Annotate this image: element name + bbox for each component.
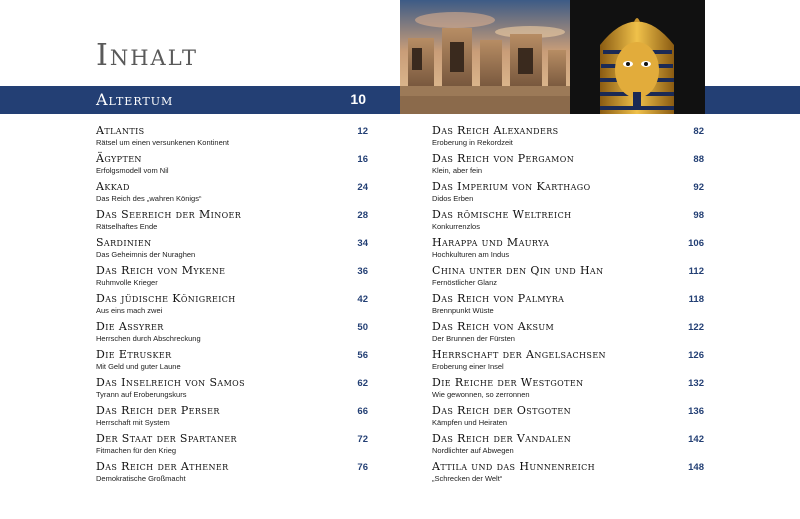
entry-page-number: 72 [357,434,368,445]
entry-subtitle: Rätselhaftes Ende [96,222,158,231]
toc-entry[interactable] [432,208,704,236]
section-page-number: 10 [350,91,366,107]
toc-entry[interactable] [432,432,704,460]
entry-page-number: 88 [693,154,704,165]
entry-page-number: 36 [357,266,368,277]
entry-page-number: 66 [357,406,368,417]
toc-entry[interactable] [96,180,368,208]
entry-subtitle: Nordlichter auf Abwegen [432,446,514,455]
toc-entry[interactable] [96,432,368,460]
entry-subtitle: Eroberung in Rekordzeit [432,138,513,147]
entry-page-number: 42 [357,294,368,305]
entry-subtitle: Fernöstlicher Glanz [432,278,498,287]
toc-entry[interactable] [96,376,368,404]
entry-subtitle: Eroberung einer Insel [432,362,504,371]
entry-page-number: 16 [357,154,368,165]
entry-title: Das Inselreich von Samos [96,376,246,389]
entry-subtitle: Kämpfen und Heiraten [432,418,508,427]
entry-page-number: 136 [688,406,704,417]
entry-subtitle: Hochkulturen am Indus [432,250,510,259]
toc-entry[interactable] [96,124,368,152]
toc-entry[interactable] [432,292,704,320]
toc-left-column [96,124,368,488]
toc-entry[interactable] [432,124,704,152]
entry-page-number: 122 [688,322,704,333]
entry-subtitle: Klein, aber fein [432,166,483,175]
entry-title: Das Reich der Vandalen [432,432,572,445]
entry-title: Atlantis [96,124,145,137]
entry-subtitle: Herrschaft mit System [96,418,170,427]
toc-entry[interactable] [432,320,704,348]
entry-subtitle: Wie gewonnen, so zerronnen [432,390,530,399]
toc-entry[interactable] [432,376,704,404]
toc-entry[interactable] [432,460,704,488]
entry-subtitle: Das Geheimnis der Nuraghen [96,250,196,259]
entry-title: Das Reich von Pergamon [432,152,575,165]
entry-page-number: 132 [688,378,704,389]
entry-title: Das Reich von Mykene [96,264,226,277]
entry-title: Das römische Weltreich [432,208,572,221]
entry-title: Das Seereich der Minoer [96,208,242,221]
toc-entry[interactable] [432,348,704,376]
entry-page-number: 34 [357,238,368,249]
entry-title: Das Reich der Athener [96,460,229,473]
entry-page-number: 76 [357,462,368,473]
toc-entry[interactable] [96,208,368,236]
toc-entry[interactable] [432,152,704,180]
entry-title: Das jüdische Königreich [96,292,236,305]
toc-entry[interactable] [432,180,704,208]
entry-page-number: 142 [688,434,704,445]
entry-page-number: 118 [688,294,704,305]
entry-title: Attila und das Hunnenreich [432,460,596,473]
entry-page-number: 56 [357,350,368,361]
entry-page-number: 50 [357,322,368,333]
entry-page-number: 28 [357,210,368,221]
entry-title: Ägypten [96,152,142,165]
header-photos [400,0,705,114]
entry-subtitle: Fitmachen für den Krieg [96,446,177,455]
page-title: Inhalt [96,38,198,73]
entry-subtitle: Das Reich des „wahren Königs“ [96,194,202,203]
entry-title: Akkad [96,180,130,193]
entry-subtitle: Tyrann auf Eroberungskurs [96,390,187,399]
entry-subtitle: Konkurrenzlos [432,222,480,231]
toc-entry[interactable] [96,460,368,488]
entry-page-number: 98 [693,210,704,221]
entry-subtitle: Demokratische Großmacht [96,474,186,483]
entry-subtitle: Didos Erben [432,194,474,203]
entry-title: Das Reich von Palmyra [432,292,565,305]
entry-page-number: 126 [688,350,704,361]
entry-page-number: 106 [688,238,704,249]
entry-title: Die Assyrer [96,320,164,333]
entry-subtitle: Ruhmvolle Krieger [96,278,158,287]
entry-subtitle: Aus eins mach zwei [96,306,163,315]
entry-subtitle: „Schrecken der Welt“ [432,474,503,483]
entry-page-number: 62 [357,378,368,389]
entry-title: Das Reich der Ostgoten [432,404,571,417]
entry-page-number: 112 [688,266,704,277]
entry-subtitle: Brennpunkt Wüste [432,306,494,315]
toc-entry[interactable] [432,404,704,432]
toc-entry[interactable] [96,236,368,264]
toc-entry[interactable] [96,292,368,320]
section-label: Altertum [96,90,174,109]
toc-entry[interactable] [96,152,368,180]
toc-entry[interactable] [432,264,704,292]
entry-title: Die Etrusker [96,348,172,361]
entry-page-number: 92 [693,182,704,193]
toc-entry[interactable] [96,348,368,376]
entry-title: Der Staat der Spartaner [96,432,237,445]
ruins-and-mask-image [400,0,705,114]
entry-title: Sardinien [96,236,152,249]
entry-title: China unter den Qin und Han [432,264,604,277]
entry-title: Harappa und Maurya [432,236,550,249]
toc-entry[interactable] [96,320,368,348]
entry-title: Das Imperium von Karthago [432,180,591,193]
toc-right-column [432,124,704,488]
entry-page-number: 12 [357,126,368,137]
entry-page-number: 148 [688,462,704,473]
toc-entry[interactable] [96,404,368,432]
toc-entry[interactable] [432,236,704,264]
entry-title: Das Reich Alexanders [432,124,559,137]
entry-title: Die Reiche der Westgoten [432,376,584,389]
entry-subtitle: Herrschen durch Abschreckung [96,334,201,343]
entry-page-number: 24 [357,182,368,193]
entry-page-number: 82 [693,126,704,137]
entry-subtitle: Mit Geld und guter Laune [96,362,181,371]
entry-subtitle: Der Brunnen der Fürsten [432,334,515,343]
entry-subtitle: Erfolgsmodell vom Nil [96,166,169,175]
entry-title: Das Reich der Perser [96,404,220,417]
entry-subtitle: Rätsel um einen versunkenen Kontinent [96,138,230,147]
entry-title: Herrschaft der Angelsachsen [432,348,606,361]
toc-entry[interactable] [96,264,368,292]
entry-title: Das Reich von Aksum [432,320,555,333]
